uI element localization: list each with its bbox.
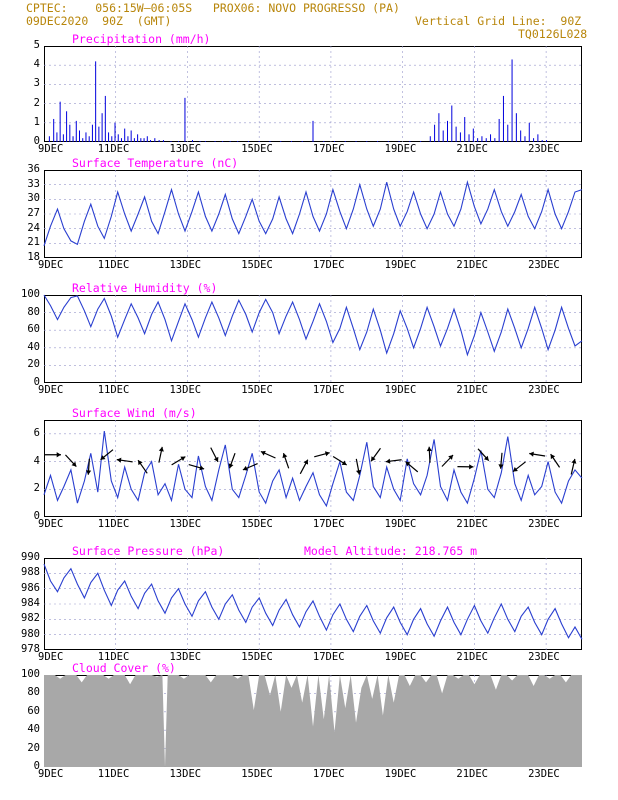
y-tick-label: 2: [33, 482, 40, 495]
y-tick-label: 20: [27, 358, 40, 371]
x-tick-label: 23DEC: [528, 651, 560, 663]
x-tick-label: 13DEC: [169, 384, 202, 396]
chart-svg: [44, 675, 582, 767]
x-tick-label: 9DEC: [38, 143, 64, 155]
x-tick-label: 23DEC: [528, 384, 560, 396]
y-tick-label: 33: [27, 177, 40, 190]
panel-surface-wind-m-s: [33, 406, 582, 530]
wind-barb: [159, 447, 164, 463]
y-tick-label: 986: [21, 581, 40, 594]
panel-subtitle: Model Altitude: 218.765 m: [304, 544, 478, 558]
wind-barb: [211, 448, 219, 462]
x-tick-label: 9DEC: [38, 651, 64, 663]
x-tick-label: 11DEC: [97, 259, 130, 271]
y-tick-label: 80: [27, 686, 40, 699]
wind-barb: [406, 462, 418, 472]
wind-barb: [442, 455, 453, 467]
y-tick-label: 980: [21, 627, 40, 640]
panel-surface-temperature-nc: [27, 156, 582, 271]
x-tick-label: 23DEC: [528, 768, 560, 780]
x-tick-label: 21DEC: [456, 518, 488, 530]
x-tick-label: 19DEC: [384, 384, 417, 396]
x-tick-label: 21DEC: [456, 143, 488, 155]
wind-barb: [314, 451, 329, 457]
chart-svg: [44, 170, 582, 258]
x-tick-label: 9DEC: [38, 259, 64, 271]
y-tick-label: 0: [33, 510, 40, 522]
panel-title: Surface Pressure (hPa): [72, 544, 225, 558]
y-tick-label: 6: [33, 426, 40, 439]
x-tick-label: 13DEC: [169, 768, 202, 780]
x-tick-label: 13DEC: [169, 651, 202, 663]
y-tick-label: 3: [33, 77, 40, 90]
x-tick-label: 11DEC: [97, 651, 130, 663]
x-tick-label: 15DEC: [241, 651, 273, 663]
y-tick-label: 30: [27, 192, 40, 205]
wind-barb: [386, 459, 402, 464]
x-tick-label: 13DEC: [169, 518, 202, 530]
x-tick-label: 23DEC: [528, 143, 560, 155]
panel-title: Surface Temperature (nC): [72, 156, 239, 170]
x-tick-label: 17DEC: [312, 143, 345, 155]
x-axis-labels: [38, 143, 582, 157]
wind-barb: [138, 460, 147, 473]
x-axis-labels: [38, 518, 582, 532]
chart-svg: [44, 46, 582, 142]
panel-relative-humidity: [21, 281, 582, 396]
y-tick-label: 100: [21, 288, 40, 300]
x-axis-labels: [38, 259, 582, 273]
x-tick-label: 15DEC: [241, 259, 273, 271]
y-tick-label: 2: [33, 96, 40, 109]
wind-barb: [282, 453, 288, 468]
x-tick-label: 21DEC: [456, 384, 488, 396]
x-tick-label: 17DEC: [312, 768, 345, 780]
x-axis-labels: [38, 768, 582, 782]
x-tick-label: 15DEC: [241, 384, 273, 396]
x-tick-label: 19DEC: [384, 259, 417, 271]
header-station-line: CPTEC: 056:15W—06:05S PROX06: NOVO PROGRESSO (PA): [26, 1, 400, 15]
x-tick-label: 23DEC: [528, 259, 560, 271]
x-tick-label: 19DEC: [384, 143, 417, 155]
wind-barb: [529, 452, 545, 457]
y-tick-label: 4: [33, 454, 40, 467]
y-tick-label: 27: [27, 207, 40, 219]
x-tick-label: 13DEC: [169, 143, 202, 155]
y-tick-label: 40: [27, 723, 40, 736]
wind-barb: [261, 451, 276, 458]
y-tick-label: 978: [21, 643, 40, 655]
x-tick-label: 17DEC: [312, 518, 345, 530]
y-tick-label: 990: [21, 551, 40, 563]
chart-svg: [44, 558, 582, 650]
wind-barb: [45, 452, 61, 457]
y-tick-label: 982: [21, 612, 40, 625]
x-tick-label: 23DEC: [528, 518, 560, 530]
chart-svg: [44, 295, 582, 383]
wind-barb: [229, 453, 235, 468]
wind-barb: [513, 462, 526, 472]
y-tick-label: 24: [27, 221, 40, 234]
y-tick-label: 36: [27, 163, 40, 175]
x-tick-label: 9DEC: [38, 768, 64, 780]
x-tick-label: 21DEC: [456, 651, 488, 663]
y-tick-label: 0: [33, 135, 40, 147]
x-tick-label: 15DEC: [241, 518, 273, 530]
y-tick-label: 60: [27, 704, 40, 717]
wind-barb: [551, 454, 560, 467]
x-tick-label: 21DEC: [456, 768, 488, 780]
y-tick-label: 60: [27, 323, 40, 336]
y-tick-label: 988: [21, 566, 40, 579]
y-tick-label: 21: [27, 236, 40, 249]
x-tick-label: 19DEC: [384, 768, 417, 780]
y-tick-label: 20: [27, 741, 40, 754]
wind-barb: [117, 458, 133, 463]
panel-title: Precipitation (mm/h): [72, 32, 211, 46]
x-tick-label: 11DEC: [97, 143, 130, 155]
header-date-line: 09DEC2020 90Z (GMT): [26, 14, 172, 28]
wind-barb: [457, 464, 473, 469]
x-tick-label: 9DEC: [38, 384, 64, 396]
x-tick-label: 21DEC: [456, 259, 488, 271]
chart-svg: [44, 420, 582, 517]
wind-barb: [65, 455, 76, 467]
x-tick-label: 17DEC: [312, 259, 345, 271]
y-tick-label: 80: [27, 305, 40, 318]
x-tick-label: 11DEC: [97, 518, 130, 530]
y-tick-label: 0: [33, 376, 40, 388]
x-tick-label: 13DEC: [169, 259, 202, 271]
x-tick-label: 9DEC: [38, 518, 64, 530]
panel-title: Surface Wind (m/s): [72, 406, 197, 420]
y-tick-label: 1: [33, 115, 40, 128]
y-tick-label: 40: [27, 340, 40, 353]
y-tick-label: 984: [21, 597, 40, 609]
x-tick-label: 15DEC: [241, 143, 273, 155]
x-tick-label: 17DEC: [312, 384, 345, 396]
y-tick-label: 5: [33, 39, 40, 51]
panel-surface-pressure-hpa: [21, 544, 582, 663]
x-tick-label: 19DEC: [384, 518, 417, 530]
header-model-id: TQ0126L028: [518, 27, 588, 41]
wind-barb: [371, 448, 380, 461]
header-vertical-grid: Vertical Grid Line: 90Z: [415, 14, 582, 28]
y-tick-label: 18: [27, 251, 40, 263]
x-tick-label: 19DEC: [384, 651, 417, 663]
wind-barb: [172, 457, 186, 465]
x-tick-label: 15DEC: [241, 768, 273, 780]
panel-title: Cloud Cover (%): [72, 661, 176, 675]
y-tick-label: 0: [33, 760, 40, 772]
x-tick-label: 11DEC: [97, 384, 130, 396]
x-tick-label: 17DEC: [312, 651, 345, 663]
y-tick-label: 100: [21, 668, 40, 680]
panel-title: Relative Humidity (%): [72, 281, 218, 295]
x-axis-labels: [38, 384, 582, 398]
x-tick-label: 11DEC: [97, 768, 130, 780]
y-tick-label: 4: [33, 58, 40, 71]
panel-cloud-cover: [21, 661, 582, 780]
